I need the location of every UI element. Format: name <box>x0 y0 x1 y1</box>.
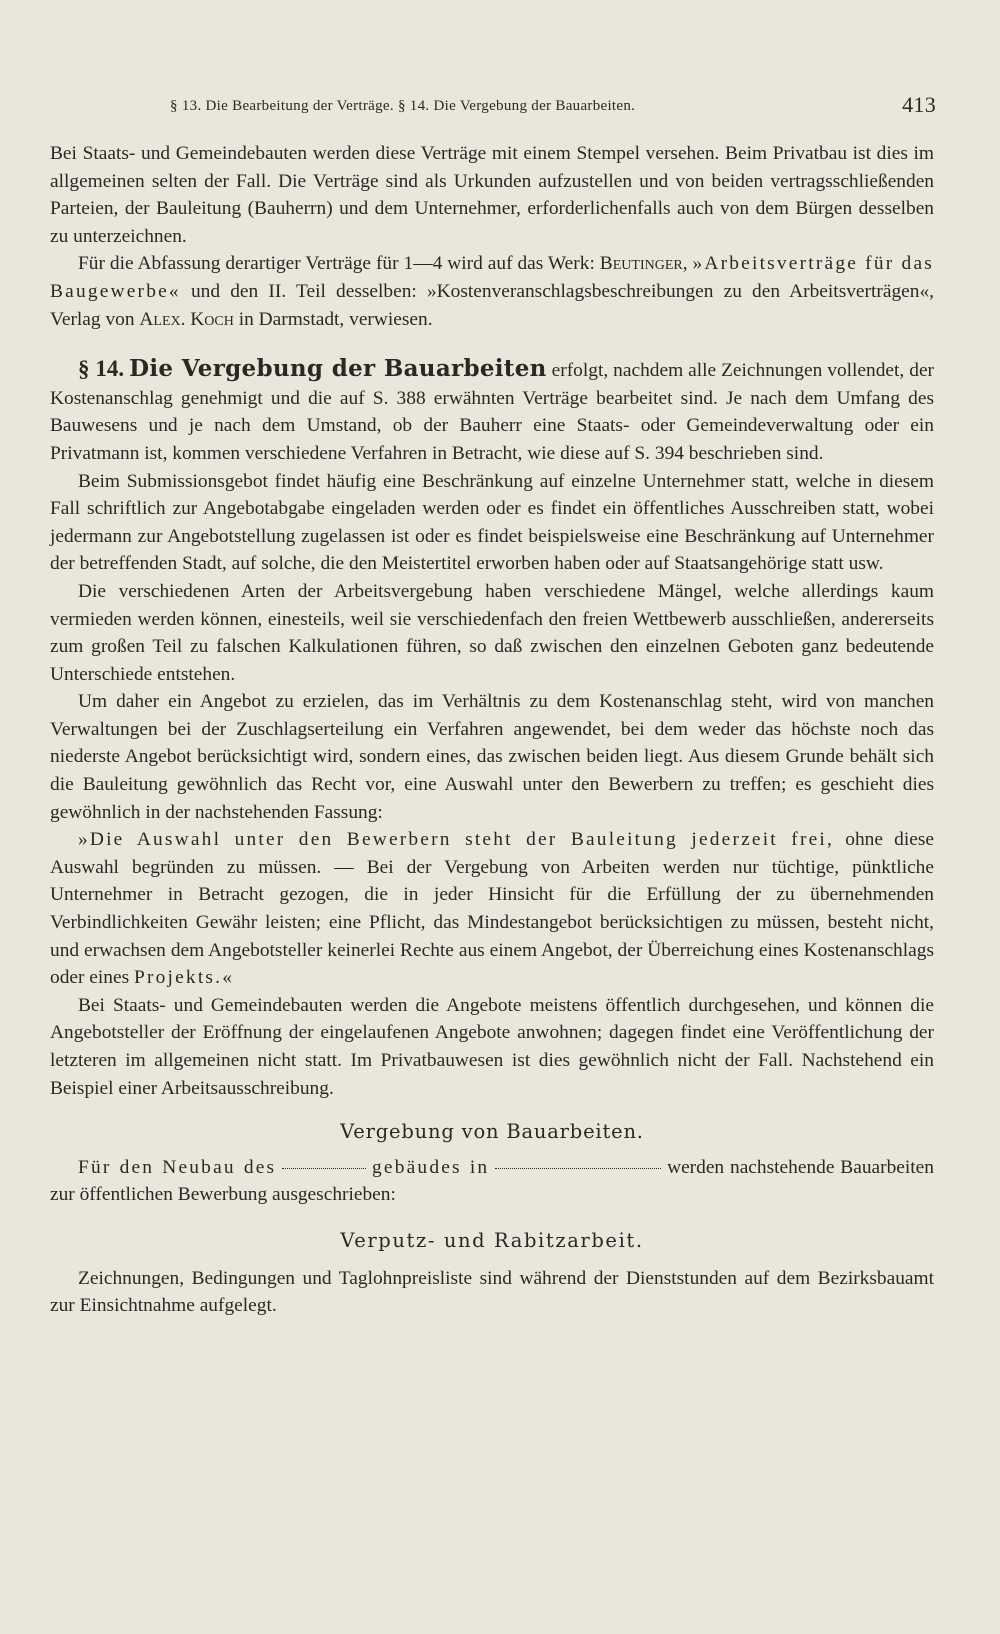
section-14-paragraph <box>50 355 934 467</box>
section-number: § 14. <box>78 356 125 382</box>
paragraph-award-procedure <box>50 688 934 826</box>
paragraph-deficiencies <box>50 578 934 688</box>
paragraph-text: erfolgt, nachdem alle Zeichnungen vollendet, der Kostenanschlag genehmigt und die auf S. 388 erwähnten Verträge bearbeitet sind. Je nach dem Umfang des Bauwesens und je nach dem Umstand, ob der Bauherr eine Staats- oder Gemeindeverwaltung oder ein Privatmann ist, kommen verschiedene Verfahren in Betracht, wie diese auf S. 394 beschrieben sind. <box>50 360 935 464</box>
advertisement-text: Für den Neubau des <box>78 1156 277 1178</box>
paragraph-text: Bei Staats- und Gemeindebauten werden die Angebote meistens öffentlich durchgesehen, und können die Angebotsteller der Eröffnung der eingelaufenen Angebote anwohnen; dagegen findet eine Veröffentlichung der letzteren im allgemeinen nicht statt. Im Privatbauwesen ist dies gewöhnlich nicht der Fall. Nachstehend ein Beispiel einer Arbeitsausschreibung. <box>50 994 934 1099</box>
paragraph-text: Zeichnungen, Bedingungen und Taglohnpreisliste sind während der Dienststunden auf dem Bezirksbauamt zur Einsichtnahme aufgelegt. <box>50 1267 934 1317</box>
paragraph-text: Für die Abfassung derartiger Verträge für 1—4 wird auf das Werk: <box>78 253 600 275</box>
advertisement-subtitle: Verputz- und Rabitzarbeit. <box>340 1228 644 1252</box>
paragraph-submission <box>50 468 934 578</box>
paragraph-text: , <box>682 253 693 275</box>
quoted-clause-start: »Die Auswahl unter den Bewerbern steht der Bauleitung jederzeit frei, <box>78 829 835 851</box>
section-heading: Die Vergebung der Bauarbeiten <box>129 355 547 383</box>
paragraph-text: Beim Submissionsgebot findet häufig eine Beschränkung auf einzelne Unternehmer statt, welche in diesem Fall schriftlich zur Angebotabgabe eingeladen werden oder es findet ein öffentliches Ausschreiben statt, wobei jedermann zur Angebotstellung zugelassen ist oder es findet beispielsweise eine Beschränkung auf Unternehmer der betreffenden Stadt, auf solche, die den Meistertitel erworben haben oder auf Staatsangehörige statt usw. <box>50 470 934 575</box>
work-title: »Arbeitsverträge für das Baugewerbe« <box>50 253 934 302</box>
paragraph-quoted-clause <box>50 826 934 992</box>
advertisement-text: werden nachstehende Bauarbeiten zur öffentlichen Bewerbung ausgeschrieben: <box>50 1156 934 1206</box>
advertisement-title: Vergebung von Bauarbeiten. <box>340 1120 644 1144</box>
paragraph-text: Um daher ein Angebot zu erzielen, das im Verhältnis zu dem Kostenanschlag steht, wird von manchen Verwaltungen bei der Zuschlagserteilung ein Verfahren angewendet, bei dem weder das höchste noch das niederste Angebot berücksichtigt wird, sondern eines, das zwischen beiden liegt. Aus diesem Grunde behält sich die Bauleitung gewöhnlich das Recht vor, eine Auswahl unter den Bewerbern zu treffen; es geschieht dies gewöhnlich in der nachstehenden Fassung: <box>50 691 934 823</box>
quoted-clause-end: Projekts.« <box>134 967 235 989</box>
advertisement-intro <box>50 1154 934 1209</box>
paragraph-reference <box>50 250 934 333</box>
paragraph-text: Bei Staats- und Gemeindebauten werden diese Verträge mit einem Stempel versehen. Beim Privatbau ist dies im allgemeinen selten der Fall. Die Verträge sind als Urkunden aufzustellen und von beiden vertragsschließenden Parteien, der Bauleitung (Bauherrn) und dem Unternehmer, erforderlichenfalls auch von dem Bürgen desselben zu unterzeichnen. <box>50 143 934 247</box>
page-number: 413 <box>902 92 936 117</box>
blank-line <box>495 1168 661 1169</box>
author-name: Beutinger <box>599 253 683 275</box>
blank-line <box>282 1168 366 1169</box>
advertisement-text: gebäudes in <box>372 1156 490 1178</box>
paragraph-public-opening <box>50 992 934 1102</box>
running-head-title: § 13. Die Bearbeitung der Verträge. § 14. Die Vergebung der Bauarbeiten. <box>170 98 636 114</box>
paragraph-text: ohne diese Auswahl begründen zu müssen. — Bei der Vergebung von Arbeiten werden nur tüchtige, pünktliche Unternehmer in Betracht gezogen, die in jeder Hinsicht für die Erfüllung der zu übernehmenden Verbindlichkeiten Gewähr leisten; eine Pflicht, das Mindestangebot berücksichtigen zu müssen, besteht nicht, und erwachsen dem Angebotsteller keinerlei Rechte aus einem Angebot, der Überreichung eines Kostenanschlags oder eines <box>50 829 935 989</box>
body-text <box>50 140 934 1320</box>
running-head <box>50 90 934 126</box>
paragraph-text: und den II. Teil desselben: »Kostenveranschlagsbeschreibungen zu den Arbeitsverträgen«, Verlag von <box>50 280 934 330</box>
advertisement-closing <box>50 1265 934 1320</box>
paragraph-text: in Darmstadt, verwiesen. <box>233 308 433 330</box>
publisher-name: Alex. Koch <box>139 308 234 330</box>
paragraph-text: Die verschiedenen Arten der Arbeitsvergebung haben verschiedene Mängel, welche allerdings kaum vermieden werden können, einesteils, weil sie verschiedenfach den freien Wettbewerb ausschließen, andererseits zum großen Teil zu falschen Kalkulationen führen, so daß zwischen den einzelnen Geboten ganz bedeutende Unterschiede entstehen. <box>50 580 934 685</box>
paragraph-contract-stamp <box>50 140 934 250</box>
